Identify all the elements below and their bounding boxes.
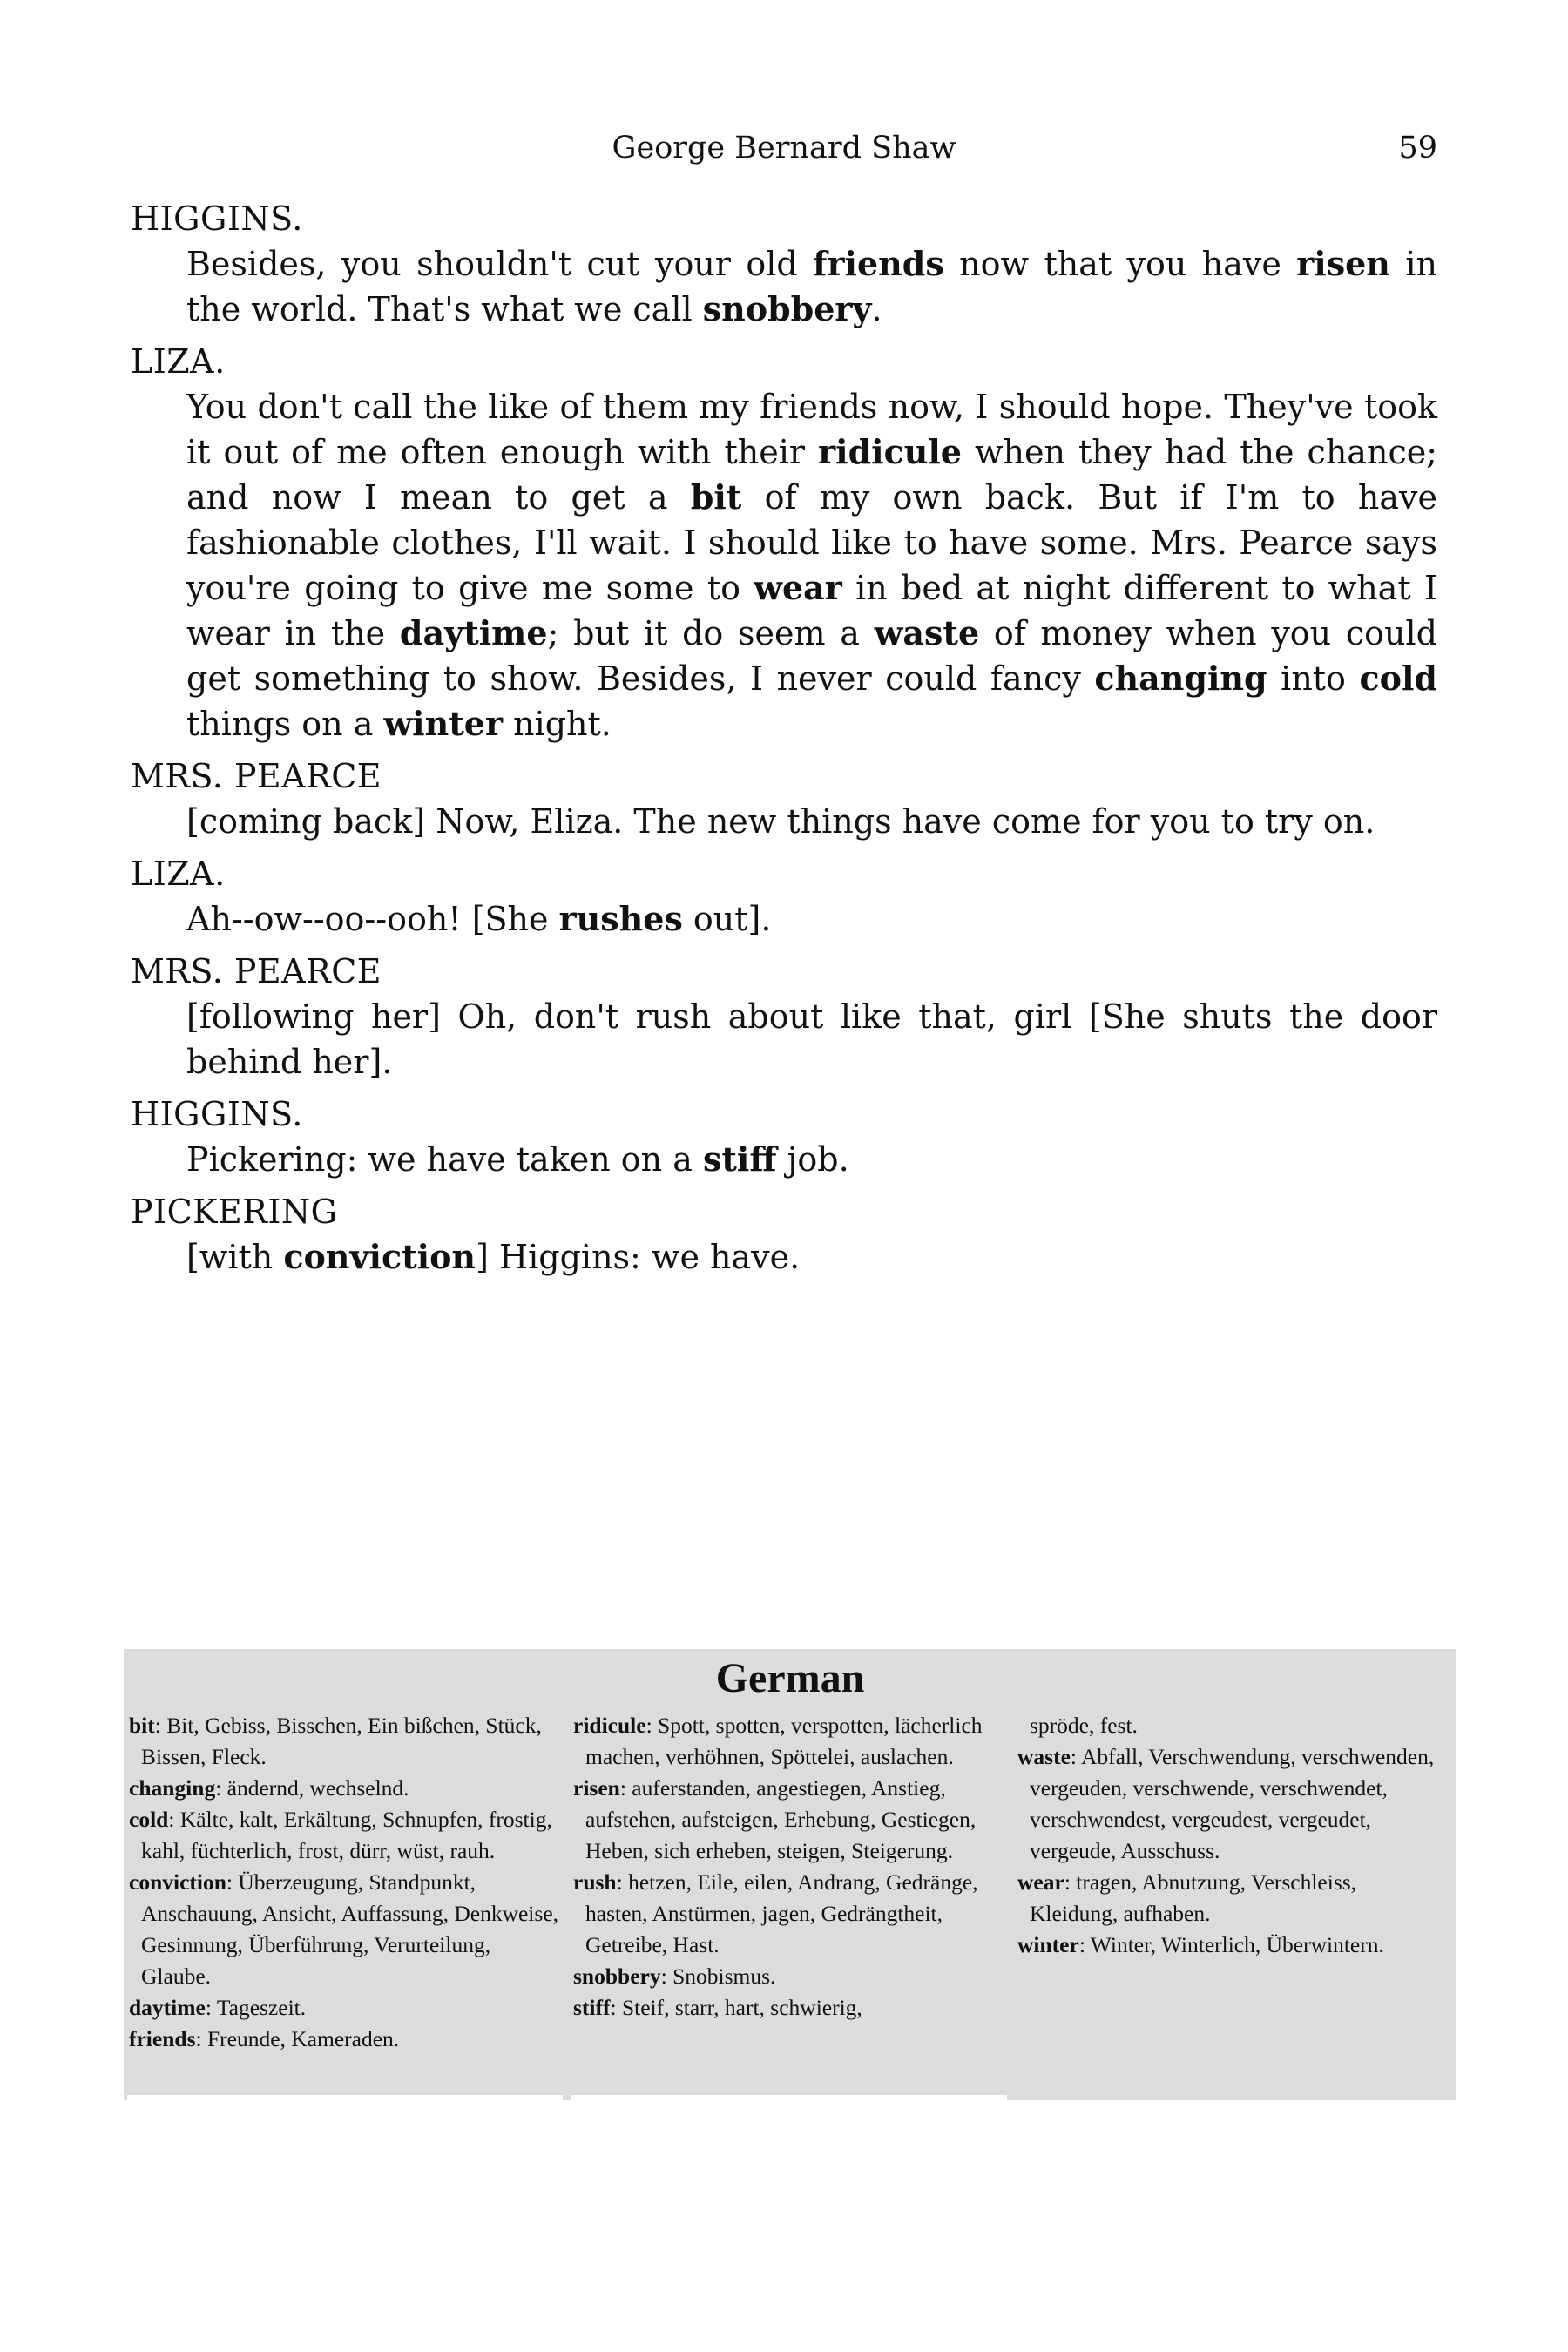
- vocab-word: bit: [690, 477, 742, 517]
- glossary-entry: [1017, 1930, 1450, 1961]
- speech-text: of money when you could get something to show. Besides, I never could fancy: [186, 614, 1438, 698]
- glossary-definition: : Spott, spotten, verspotten, lächerlich machen, verhöhnen, Spöttelei, auslachen.: [585, 1713, 983, 1769]
- speech-text: [with: [186, 1238, 284, 1276]
- vocab-word: stiff: [702, 1139, 777, 1179]
- speech-text: of my own back. But if I'm to have fashionable clothes, I'll wait. I should like to have some. Mrs. Pearce says you're going to give me some to: [186, 478, 1438, 607]
- vocab-word: changing: [1094, 659, 1267, 698]
- speech-text: into: [1267, 659, 1360, 698]
- speech-text: Pickering: we have taken on a: [186, 1140, 703, 1179]
- speaker-name: PICKERING: [131, 1193, 338, 1231]
- glossary-entry: [573, 1710, 1005, 1773]
- speaker-name: LIZA.: [131, 855, 226, 893]
- glossary-definition: : Freunde, Kameraden.: [195, 2026, 400, 2051]
- glossary-term: conviction: [129, 1869, 226, 1895]
- glossary-entry: [573, 1992, 1005, 2024]
- glossary-entry: [129, 1773, 561, 1804]
- speech-text: Besides, you shouldn't cut your old: [186, 245, 814, 283]
- page-number: 59: [1398, 131, 1437, 166]
- speech-text: when they had the chance; and now I mean to get a: [186, 433, 1438, 517]
- speech-line: [186, 896, 1437, 942]
- glossary-entry: [129, 1867, 561, 1992]
- glossary-entry: [129, 1710, 561, 1773]
- glossary-term: wear: [1017, 1869, 1064, 1895]
- glossary-term: cold: [129, 1807, 169, 1832]
- glossary-entry: [573, 1961, 1005, 1992]
- glossary-term: stiff: [573, 1995, 611, 2020]
- speech-text: things on a: [186, 705, 384, 743]
- glossary-term: waste: [1017, 1744, 1071, 1769]
- glossary-entry: [1017, 1710, 1450, 1741]
- glossary-entry: [129, 1992, 561, 2024]
- glossary-definition: : Tageszeit.: [205, 1995, 307, 2020]
- glossary-definition: : Überzeugung, Standpunkt, Anschauung, Ansicht, Auffassung, Denkweise, Gesinnung, Überführung, Verurteilung, Glaube.: [141, 1869, 559, 1989]
- speech-text: now that you have: [943, 245, 1297, 283]
- glossary-definition: : tragen, Abnutzung, Verschleiss, Kleidung, aufhaben.: [1030, 1869, 1357, 1926]
- glossary-definition: : hetzen, Eile, eilen, Andrang, Gedränge, hasten, Anstürmen, jagen, Gedrängtheit, Getreibe, Hast.: [585, 1869, 978, 1957]
- vocab-word: conviction: [283, 1237, 476, 1276]
- glossary-definition: : Kälte, kalt, Erkältung, Schnupfen, frostig, kahl, füchterlich, frost, dürr, wüst, rauh.: [141, 1807, 552, 1863]
- glossary-column-1: [129, 1710, 561, 2055]
- glossary-definition: : Abfall, Verschwendung, verschwenden, vergeuden, verschwende, verschwendet, verschwendest, vergeudest, vergeudet, vergeude, Ausschuss.: [1030, 1744, 1435, 1863]
- glossary-column-2: [573, 1710, 1005, 2024]
- speech-line: [186, 241, 1437, 332]
- glossary-term: snobbery: [573, 1963, 661, 1989]
- vocab-word: wear: [754, 568, 842, 607]
- glossary-definition: : Steif, starr, hart, schwierig,: [610, 1995, 862, 2020]
- glossary-entry: [129, 1804, 561, 1867]
- speech-text: in the world. That's what we call: [186, 245, 1437, 328]
- speech-text: job.: [776, 1140, 849, 1179]
- glossary-term: ridicule: [573, 1713, 646, 1738]
- speech-line: [186, 1234, 1437, 1280]
- vocab-word: daytime: [399, 613, 548, 652]
- glossary-term: rush: [573, 1869, 617, 1895]
- speaker-name: MRS. PEARCE: [131, 952, 382, 990]
- glossary-entry: [1017, 1741, 1450, 1867]
- vocab-word: winter: [383, 704, 503, 743]
- glossary-entry: [573, 1773, 1005, 1867]
- speech-line: [186, 799, 1437, 844]
- glossary-title: German: [715, 1655, 865, 1701]
- vocab-word: cold: [1359, 659, 1437, 698]
- glossary-term: bit: [129, 1713, 155, 1738]
- speech-text: out].: [682, 900, 772, 938]
- glossary-entry: [129, 2024, 561, 2055]
- glossary-box: [124, 1649, 1456, 2100]
- glossary-definition: spröde, fest.: [1030, 1713, 1138, 1738]
- speech-line: [186, 384, 1437, 747]
- glossary-entry: [1017, 1867, 1450, 1930]
- vocab-word: risen: [1296, 244, 1390, 283]
- glossary-term: changing: [129, 1775, 216, 1801]
- dialogue-text: [131, 196, 1437, 1287]
- speech-text: ; but it do seem a: [547, 614, 875, 652]
- speaker-name: HIGGINS.: [131, 1095, 303, 1133]
- glossary-term: daytime: [129, 1995, 206, 2020]
- speech-text: night.: [502, 705, 612, 743]
- speech-text: Ah--ow--oo--ooh! [She: [186, 900, 559, 938]
- speech-text: [coming back] Now, Eliza. The new things have come for you to try on.: [186, 802, 1375, 841]
- glossary-definition: : Bit, Gebiss, Bisschen, Ein bißchen, Stück, Bissen, Fleck.: [141, 1713, 542, 1769]
- speech-text: You don't call the like of them my friends now, I should hope. They've took it out of me often enough with their: [186, 388, 1437, 471]
- glossary-term: winter: [1017, 1932, 1079, 1957]
- vocab-word: waste: [874, 613, 980, 652]
- speaker-name: MRS. PEARCE: [131, 757, 382, 795]
- glossary-definition: : Winter, Winterlich, Überwintern.: [1078, 1932, 1384, 1957]
- speaker-name: HIGGINS.: [131, 199, 303, 238]
- running-header: [131, 131, 1437, 174]
- vocab-word: friends: [813, 244, 944, 283]
- speech-text: [following her] Oh, don't rush about like that, girl [She shuts the door behind her].: [186, 997, 1437, 1081]
- speech-text: ] Higgins: we have.: [476, 1238, 801, 1276]
- glossary-definition: : Snobismus.: [660, 1963, 776, 1989]
- header-title: George Bernard Shaw: [612, 131, 956, 166]
- speech-text: .: [871, 290, 882, 328]
- speech-line: [186, 1137, 1437, 1182]
- speech-text: in bed at night different to what I wear in the: [186, 569, 1438, 652]
- glossary-definition: : auferstanden, angestiegen, Anstieg, aufstehen, aufsteigen, Erhebung, Gestiegen, Heben, sich erheben, steigen, Steigerung.: [585, 1775, 977, 1863]
- speech-line: [186, 994, 1437, 1085]
- glossary-term: risen: [573, 1775, 620, 1801]
- vocab-word: ridicule: [818, 432, 962, 471]
- column-footer-gap: [127, 2095, 563, 2100]
- glossary-entry: [573, 1867, 1005, 1961]
- column-footer-gap: [571, 2095, 1007, 2100]
- glossary-term: friends: [129, 2026, 196, 2051]
- vocab-word: rushes: [558, 899, 683, 938]
- glossary-definition: : ändernd, wechselnd.: [215, 1775, 409, 1801]
- speaker-name: LIZA.: [131, 342, 226, 381]
- vocab-word: snobbery: [702, 289, 872, 328]
- glossary-column-3: [1017, 1710, 1450, 1961]
